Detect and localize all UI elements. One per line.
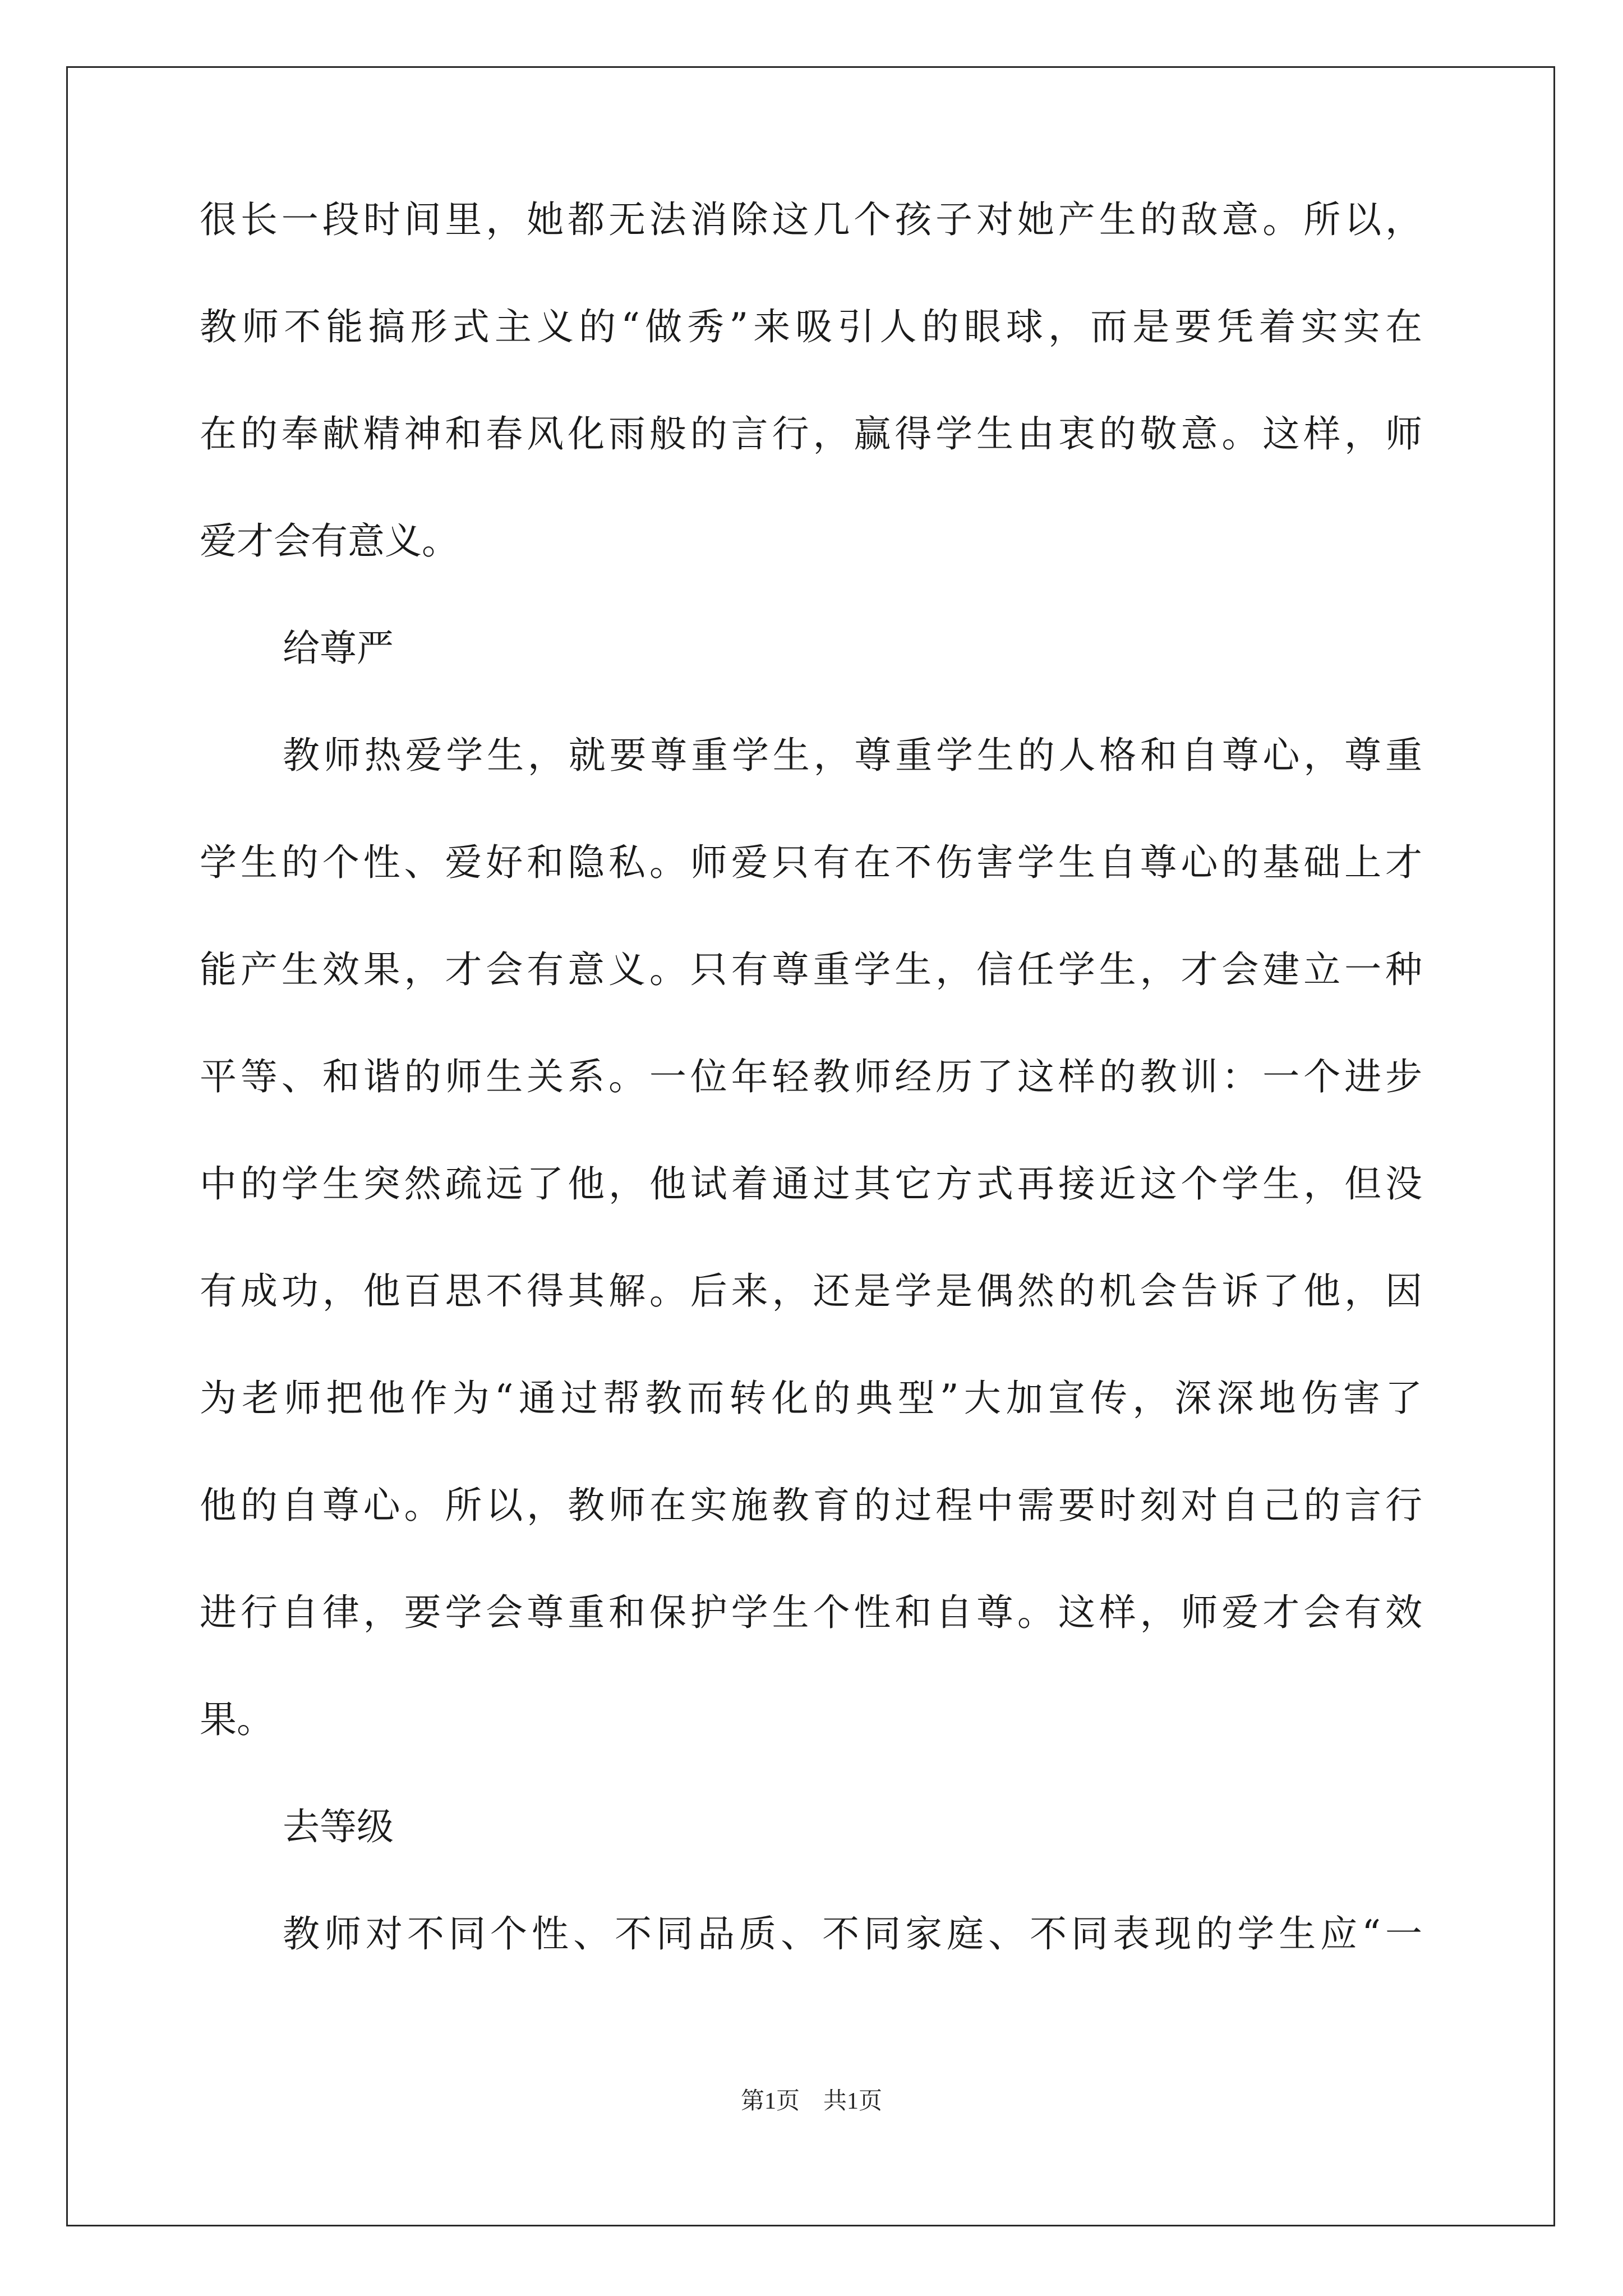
paragraph-line: 有成功，他百思不得其解。后来，还是学是偶然的机会告诉了他，因 [200, 1269, 1422, 1313]
paragraph-line: 为老师把他作为“通过帮教而转化的典型”大加宣传，深深地伤害了 [200, 1377, 1422, 1420]
page-number: 第1页 共1页 [740, 2088, 882, 2114]
paragraph-line: 爱才会有意义。 [200, 519, 459, 563]
section-heading: 给尊严 [283, 627, 394, 670]
section-heading: 去等级 [283, 1805, 394, 1848]
paragraph-line: 进行自律，要学会尊重和保护学生个性和自尊。这样，师爱才会有效 [200, 1591, 1422, 1634]
paragraph-line: 在的奉献精神和春风化雨般的言行，赢得学生由衷的敬意。这样，师 [200, 412, 1422, 455]
paragraph-line: 很长一段时间里，她都无法消除这几个孩子对她产生的敌意。所以， [200, 198, 1422, 241]
paragraph-line: 学生的个性、爱好和隐私。师爱只有在不伤害学生自尊心的基础上才 [200, 841, 1422, 884]
paragraph-line: 平等、和谐的师生关系。一位年轻教师经历了这样的教训：一个进步 [200, 1055, 1422, 1098]
paragraph-line: 教师不能搞形式主义的“做秀”来吸引人的眼球，而是要凭着实实在 [200, 305, 1422, 348]
paragraph-line: 教师热爱学生，就要尊重学生，尊重学生的人格和自尊心，尊重 [283, 734, 1422, 777]
paragraph-line: 果。 [200, 1698, 274, 1741]
paragraph-line: 能产生效果，才会有意义。只有尊重学生，信任学生，才会建立一种 [200, 948, 1422, 991]
paragraph-line: 中的学生突然疏远了他，他试着通过其它方式再接近这个学生，但没 [200, 1162, 1422, 1205]
paragraph-line: 教师对不同个性、不同品质、不同家庭、不同表现的学生应“一 [283, 1912, 1422, 1955]
paragraph-line: 他的自尊心。所以，教师在实施教育的过程中需要时刻对自己的言行 [200, 1484, 1422, 1527]
